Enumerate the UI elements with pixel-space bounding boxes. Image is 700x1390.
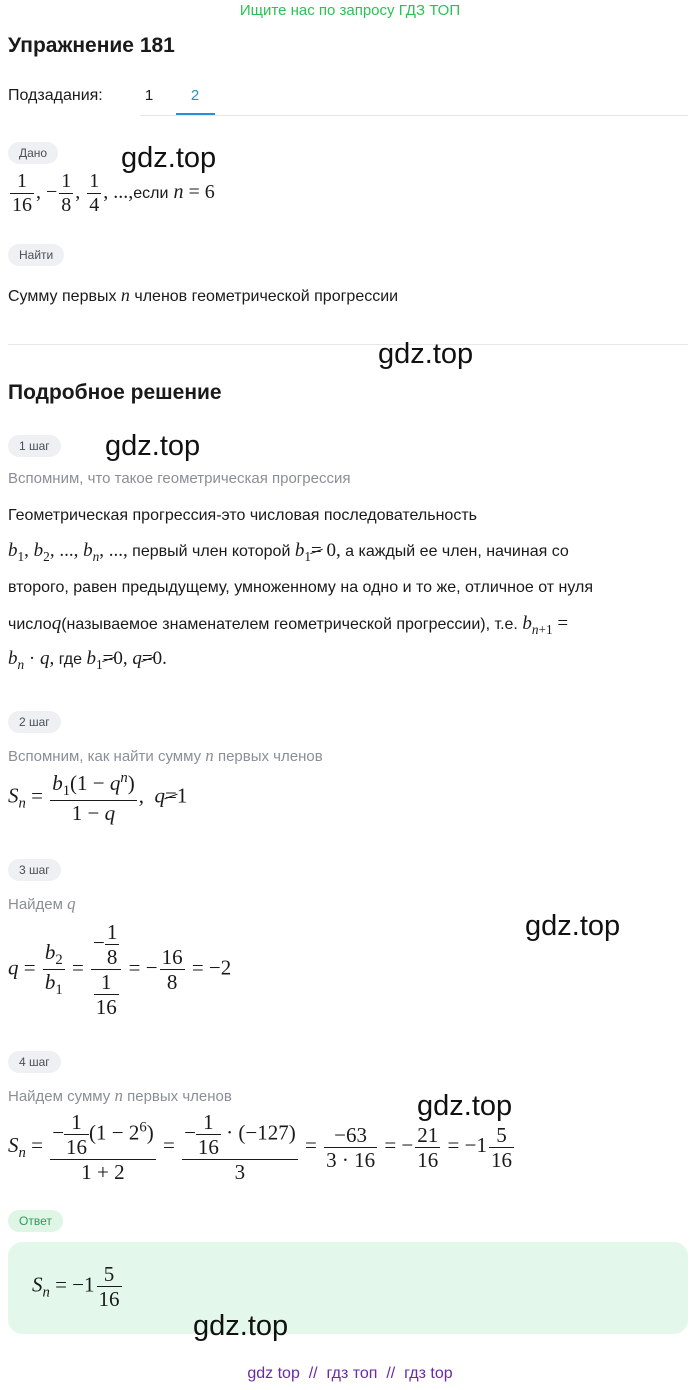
footer-links xyxy=(0,1365,700,1383)
tab-subtask-1[interactable]: 1 xyxy=(144,87,154,104)
footer-link-gdz-top-mixed[interactable]: гдз top xyxy=(404,1365,453,1382)
step-4-formula: $S_n$ = − $\frac{1}{16}$ $(1 - 2^6)$ 1 + 2 = − $\frac{1}{16}$ · (−127) 3 = $\frac{-63}{3 \cdot 16}$ = − $\frac{21}{16}$ = −1 $\frac{5}{16}$ xyxy=(8,1110,512,1185)
watermark: gdz.top xyxy=(378,338,474,370)
watermark: gdz.top xyxy=(105,430,201,462)
section-divider xyxy=(8,344,688,345)
promo-banner[interactable]: Ищите нас по запросу ГДЗ ТОП xyxy=(239,2,461,19)
answer-box xyxy=(8,1242,688,1334)
watermark: gdz.top xyxy=(121,142,217,174)
answer-tag: Ответ xyxy=(8,1210,63,1232)
footer-separator: // xyxy=(308,1365,318,1382)
tab-subtask-2[interactable]: 2 xyxy=(190,87,200,104)
find-tag: Найти xyxy=(8,244,64,266)
given-sequence: $\frac{1}{16}$ , − $\frac{1}{8}$ , $\frac{1}{4}$ , ...,если n = 6 xyxy=(12,170,215,216)
watermark: gdz.top xyxy=(525,910,621,942)
subtasks-label: Подзадания: xyxy=(8,87,103,104)
tabs-divider xyxy=(140,115,688,116)
watermark: gdz.top xyxy=(193,1310,289,1342)
step-4-hint: Найдем сумму n первых членов xyxy=(8,1086,232,1105)
step-2-tag: 2 шаг xyxy=(8,711,61,733)
given-tag: Дано xyxy=(8,142,58,164)
step-4-tag: 4 шаг xyxy=(8,1051,61,1073)
step-2-hint: Вспомним, как найти сумму n первых членов xyxy=(8,746,323,765)
answer-formula: $S_n = -1$ $\frac{5}{16}$ xyxy=(32,1262,120,1312)
step-1-hint: Вспомним, что такое геометрическая прогрессия xyxy=(8,470,351,487)
find-text: Сумму первых n членов геометрической прогрессии xyxy=(8,285,399,305)
step-1-line-5: $b_n \cdot q$, где $b_1=0$, q=0. xyxy=(8,648,167,672)
footer-link-gdz-top[interactable]: gdz top xyxy=(247,1365,300,1382)
step-3-tag: 3 шаг xyxy=(8,859,61,881)
given-n-value: 6 xyxy=(204,181,215,204)
step-1-line-1: Геометрическая прогрессия-это числовая последовательность xyxy=(8,507,477,524)
solution-title: Подробное решение xyxy=(8,381,222,404)
step-3-formula: q = $\frac{b_2}{b_1}$ = − $\frac{1}{8}$ $\frac{1}{16}$ = − $\frac{16}{8}$ = −2 xyxy=(8,920,232,1020)
step-2-formula: $S_n$ = $\frac{b_1(1 - q^n)}{1 - q}$ , q=1 xyxy=(8,770,188,826)
step-1-tag: 1 шаг xyxy=(8,435,61,457)
step-3-hint: Найдем q xyxy=(8,894,76,913)
watermark: gdz.top xyxy=(417,1090,513,1122)
page-title: Упражнение 181 xyxy=(8,34,175,57)
step-1-line-4: числоq(называемое знаменателем геометрической прогрессии), т.е. $b_{n+1}$ = xyxy=(8,613,569,637)
footer-link-gdz-top-ru[interactable]: гдз топ xyxy=(326,1365,378,1382)
footer-separator: // xyxy=(386,1365,396,1382)
step-1-line-3: второго, равен предыдущему, умноженному на одно и то же, отличное от нуля xyxy=(8,579,593,596)
given-condition: если xyxy=(133,185,169,203)
step-1-line-2: $b_1$, $b_2$, ..., $b_n$, ..., первый член которой $b_1= 0$, а каждый ее член, начиная со xyxy=(8,540,569,564)
